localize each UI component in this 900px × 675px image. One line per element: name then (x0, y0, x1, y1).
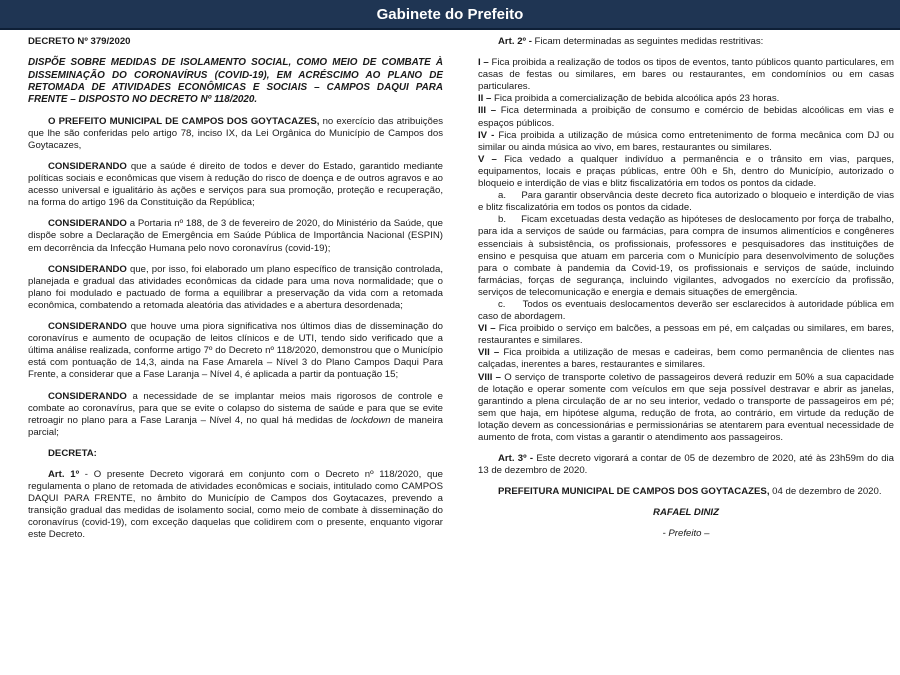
article-3 (478, 453, 894, 477)
considerando-text-end: de maneira parcial; (28, 414, 443, 438)
preamble-authority: O PREFEITO MUNICIPAL DE CAMPOS DOS GOYTACAZES, (48, 115, 320, 127)
list-item: VII – Fica proibida a utilização de mesas e cadeiras, bem como permanência de clientes nas calçadas, inerentes a bares, restaurantes e similares. (478, 347, 895, 371)
considerando-text: que houve uma piora significativa nos últimos dias de disseminação do coronavírus e aumento de ocupação de leitos clínicos e de UTI, tendo sido verificado que a última análise realizada, conforme artigo 7º do Decreto nº 118/2020, demonstrou que o Município está com pontuação de 14,3, ainda na Fase Amarela – Nível 3 do Plano Campos Daqui Para Frente, a considerar que a Fase Laranja – Nível 4, é aplicada a partir da pontuação 15; (28, 321, 443, 381)
considerando-label: CONSIDERANDO (48, 321, 127, 333)
considerando-label: CONSIDERANDO (48, 390, 127, 402)
considerando-paragraph (28, 264, 443, 312)
right-column (478, 36, 894, 550)
preamble-text: no exercício das atribuições que lhe são conferidas pelo artigo 78, inciso IX, da Lei Orgânica do Município de Campos dos Goytacazes, (28, 115, 443, 151)
list-item: IV - Fica proibida a utilização de música como entretenimento de forma mecânica com DJ ou similar ou ainda música ao vivo, em bares, restaurantes ou similares. (478, 129, 894, 153)
considerando-text: que, por isso, foi elaborado um plano específico de transição controlada, planejada e gradual das atividades econômicas da cidade para uma nova normalidade; que o plano foi modulado e pactuado de forma a equilibrar a preservação da vida com a retomada econômica, combatendo a retomada aleatória das atividades e a abertura desordenada; (28, 263, 443, 311)
preamble (28, 116, 443, 152)
considerando-label: CONSIDERANDO (48, 263, 127, 275)
closing-authority: PREFEITURA MUNICIPAL DE CAMPOS DOS GOYTACAZES, (498, 486, 770, 498)
article-3-text: Este decreto vigorará a contar de 05 de dezembro de 2020, até às 23h59m do dia 13 de dezembro de 2020. (478, 453, 894, 477)
article-2-label: Art. 2º - (498, 36, 532, 47)
left-column (28, 36, 443, 551)
signature-name: RAFAEL DINIZ (653, 507, 719, 519)
list-item: I – Fica proibida a realização de todos os tipos de eventos, tanto públicos quanto particulares, em casas de festas ou similares, em bares ou restaurantes, em condomínios ou em casas particulares. (478, 57, 894, 93)
considerando-text: que a saúde é direito de todos e dever do Estado, garantido mediante políticas sociais e econômicas que visem à redução do risco de doença e de outros agravos e ao acesso universal e igualitário às ações e serviços para sua promoção, proteção e recuperação, na forma do artigo 196 da Constituição da República; (28, 161, 443, 209)
sub-item: b. Ficam excetuadas desta vedação as hipóteses de deslocamento por força de trabalho, para ida a serviços de saúde ou farmácias, para compra de insumos alimentícios e congêneres essenciais à subsistência, os profissionais, professores e pesquisadores das instituições de ensino e pesquisa que atuam em parceria com o Município para desenvolvimento de soluções para o combate à pandemia da Covid-19, os profissionais e serviços de saúde, incluindo farmácias, forças de segurança, incluindo vigilantes, advogados no exercício da profissão, serviços de telecomunicação e energia e demais situações de emergência. (478, 214, 894, 298)
considerando-paragraph (28, 321, 443, 381)
decreta-heading: DECRETA: (48, 447, 97, 459)
header-title: Gabinete do Prefeito (376, 5, 524, 23)
decree-ementa: DISPÕE SOBRE MEDIDAS DE ISOLAMENTO SOCIAL, COMO MEIO DE COMBATE À DISSEMINAÇÃO DO CORONAVÍRUS (COVID-19), EM ACRÉSCIMO AO PLANO DE RETOMADA DE ATIVIDADES ECONÔMICAS E SOCIAIS – CAMPOS DAQUI PARA FRENTE – DISPOSTO NO DECRETO Nº 118/2020. (28, 57, 443, 106)
considerando-label: CONSIDERANDO (48, 161, 127, 172)
article-3-label: Art. 3º - (498, 453, 534, 465)
list-item: VI – Fica proibido o serviço em balcões, a pessoas em pé, em calçadas ou similares, em bares, restaurantes e similares. (478, 323, 894, 347)
considerando-paragraph (28, 218, 443, 254)
considerando-text: a Portaria nº 188, de 3 de fevereiro de 2020, do Ministério da Saúde, que dispõe sobre a Declaração de Emergência em Saúde Pública de Importância Nacional (ESPIN) em decorrência da Infecção Humana pelo novo coronavírus (covid-19); (28, 218, 443, 254)
closing-line (478, 486, 894, 498)
article-1-text: - O presente Decreto vigorará em conjunto com o Decreto nº 118/2020, que regulamenta o plano de retomada de atividades econômicas e sociais, intitulado como CAMPOS DAQUI PARA FRENTE, no âmbito do Município de Campos dos Goytacazes, prevendo a transição gradual das medidas de isolamento social, como meio de combate à disseminação do coronavírus (covid-19), com exceção daquelas que colidirem com o presente, enquanto vigorar este Decreto. (28, 468, 443, 541)
sub-item: a. Para garantir observância deste decreto fica autorizado o bloqueio e interdição de vias e blitz fiscalizatória em todos os pontos da cidade. (478, 190, 894, 214)
section-header (0, 0, 900, 30)
article-1 (28, 469, 443, 542)
list-item: VIII – O serviço de transporte coletivo de passageiros deverá reduzir em 50% a sua capacidade de lotação e operar somente com veículos em que seja possível destravar e abrir as janelas, garantindo a plena circulação de ar no seu interior, vedado o transporte de passageiros em pé; sem que haja, em hipótese alguma, redução de frota, ao contrário, em virtude da redução de lotação devem as concessionárias e permissionárias se atentarem para eventual necessidade de aumento de frota, com vistas a garantir o atendimento aos passageiros. (478, 371, 894, 443)
article-1-label: Art. 1º (48, 468, 80, 480)
article-2 (478, 36, 894, 48)
article-2-text: Ficam determinadas as seguintes medidas restritivas: (531, 36, 764, 47)
considerando-paragraph (28, 161, 443, 209)
list-item: III – Fica determinada a proibição de consumo e comércio de bebidas alcoólicas em vias e espaços públicos. (478, 105, 894, 129)
considerando-label: CONSIDERANDO (48, 218, 127, 230)
closing-date: 04 de dezembro de 2020. (769, 486, 882, 498)
sub-item: c. Todos os eventuais deslocamentos deverão ser esclarecidos à autoridade pública em caso de abordagem. (478, 298, 894, 323)
considerando-text: a necessidade de se implantar meios mais rigorosos de controle e combate ao coronavírus, para que se evite o colapso do sistema de saúde e para que se evite retroagir no plano para a Fase Laranja – Nível 4, no qual há medidas de (28, 390, 443, 426)
list-item: V – Fica vedado a qualquer indivíduo a permanência e o trânsito em vias, parques, equipamentos, locais e praças públicas, entre 00h e 5h, dentro do Município, autorizado o bloqueio e interdição de vias e blitz fiscalizatória em todos os pontos da cidade. (478, 153, 894, 190)
list-item: II – Fica proibida a comercialização de bebida alcoólica após 23 horas. (478, 93, 780, 105)
lockdown-term: lockdown (350, 414, 391, 426)
considerando-paragraph (28, 391, 443, 439)
signature-role: - Prefeito – (662, 528, 710, 540)
decree-number: DECRETO Nº 379/2020 (28, 36, 131, 47)
